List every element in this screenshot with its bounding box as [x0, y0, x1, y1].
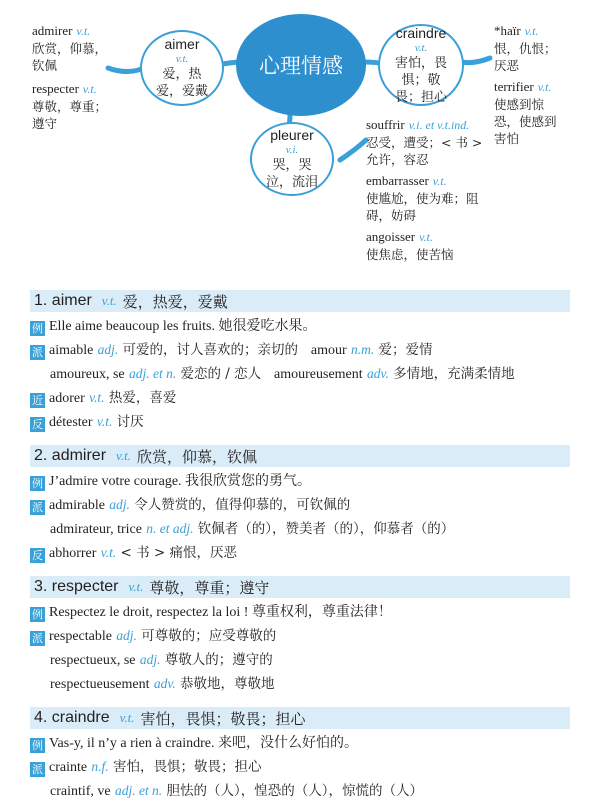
line-word: respectueusement	[50, 677, 150, 692]
leaf-word: angoisser	[366, 229, 416, 244]
entry-pos: v.t.	[101, 293, 117, 308]
derivative-line	[30, 517, 570, 541]
line-pos: v.t.	[96, 414, 113, 429]
leaf-pos: v.t.	[419, 230, 433, 244]
example-tag: 例	[32, 477, 43, 490]
line-pos: v.t.	[100, 545, 117, 560]
leaf-pos: v.t.	[537, 80, 552, 94]
line-meaning: 胆怯的（人），惶恐的（人），惊慌的（人）	[166, 783, 423, 799]
line-meaning: 害怕，畏惧；敬畏；担心	[112, 759, 262, 775]
line-word: détester	[49, 415, 93, 430]
entry-aimer	[30, 290, 570, 434]
entry-title: 3. respecter	[34, 578, 119, 595]
leaf-word: souffrir	[366, 117, 405, 132]
node-word: pleurer	[270, 127, 314, 143]
line-meaning: 恭敬地，尊敬地	[179, 676, 275, 692]
example-tag: 例	[32, 608, 43, 621]
line-pos: adj. et n.	[114, 783, 163, 798]
line-meaning: 爱；爱情	[378, 342, 433, 358]
antonym-tag: 反	[32, 418, 43, 431]
derivative-line	[30, 338, 570, 362]
line-meaning: 钦佩者（的），赞美者（的），仰慕者（的）	[197, 521, 455, 537]
derivative-line	[30, 624, 570, 648]
line-word: admirateur, trice	[50, 522, 142, 537]
line-word: craintif, ve	[50, 784, 111, 799]
leaf-angoisser	[366, 228, 481, 263]
line-pos: adj. et n.	[128, 366, 177, 381]
leaf-word: respecter	[32, 81, 79, 96]
node-word: aimer	[164, 36, 200, 52]
entry-pos: v.t.	[116, 448, 131, 463]
line-word: adorer	[49, 391, 85, 406]
leaf-admirer	[32, 22, 112, 74]
line-word: respectable	[49, 629, 112, 644]
mind-map-center	[236, 14, 366, 116]
node-pos: v.i.	[285, 144, 299, 156]
line-word: amoureux, se	[50, 367, 125, 382]
example-tag: 例	[32, 739, 43, 752]
line-pos: adj.	[97, 342, 119, 357]
leaf-pos: v.t.	[524, 24, 539, 38]
line-pos: adj.	[139, 652, 161, 667]
mind-map	[0, 0, 608, 270]
derivative-line	[30, 362, 570, 386]
synonym-line	[30, 386, 570, 410]
leaf-meaning: 尊敬，尊重；遵守	[32, 99, 108, 131]
line-meaning: 令人赞赏的，值得仰慕的，可钦佩的	[134, 497, 351, 513]
example-line	[30, 601, 570, 624]
line-meaning: 可爱的，讨人喜欢的；亲切的	[122, 342, 299, 358]
node-meaning: 哭，哭泣，流泪	[265, 158, 318, 190]
node-pos: v.t.	[175, 53, 189, 65]
line-pos: adj.	[109, 497, 130, 512]
leaf-pos: v.t.	[432, 174, 447, 188]
connector-souffrir	[340, 140, 366, 160]
leaf-word: admirer	[32, 23, 73, 38]
antonym-line	[30, 410, 570, 434]
derivative-line	[30, 755, 570, 779]
node-word: craindre	[395, 24, 447, 41]
line-word: amour	[310, 343, 347, 358]
derivative-line	[30, 648, 570, 672]
example-line	[30, 315, 570, 338]
leaf-meaning: 使尴尬，使为难；阻碍，妨碍	[366, 191, 479, 223]
entry-header	[30, 290, 570, 312]
line-meaning: < 书 > 痛恨，厌恶	[120, 545, 238, 561]
line-word: aimable	[49, 343, 94, 358]
line-meaning: 讨厌	[116, 414, 144, 430]
line-meaning: 尊敬人的；遵守的	[164, 652, 273, 668]
line-pos: adj.	[116, 628, 137, 643]
leaf-pos: v.i. et v.t.ind.	[408, 118, 470, 132]
line-word: respectueux, se	[50, 653, 136, 668]
leaf-word: *haïr	[494, 23, 521, 38]
line-pos: n.m.	[350, 342, 375, 357]
line-pos: adv.	[153, 676, 176, 691]
line-word: admirable	[49, 498, 105, 513]
entry-respecter	[30, 576, 570, 696]
leaf-meaning: 使感到惊恐，使感到害怕	[494, 97, 557, 146]
node-pos: v.t.	[414, 41, 428, 54]
derivative-line	[30, 672, 570, 696]
synonym-tag: 近	[32, 394, 43, 407]
leaf-pos: v.t.	[82, 82, 97, 96]
entry-meaning: 欣赏，仰慕，钦佩	[136, 447, 257, 466]
antonym-tag: 反	[32, 549, 43, 562]
leaf-pos: v.t.	[76, 24, 91, 38]
leaf-terrifier	[494, 78, 564, 147]
leaf-hair	[494, 22, 564, 74]
line-text: Elle aime beaucoup les fruits. 她很爱吃水果。	[49, 319, 317, 334]
entry-meaning: 尊敬，尊重；遵守	[149, 578, 270, 597]
line-meaning: 可尊敬的；应受尊敬的	[141, 628, 277, 644]
leaf-meaning: 欣赏，仰慕，钦佩	[32, 41, 108, 73]
entry-title: 4. craindre	[34, 709, 110, 726]
line-text: Respectez le droit, respectez la loi ! 尊重权利，尊重法律！	[49, 605, 392, 620]
line-meaning: 热爱，喜爱	[108, 390, 177, 406]
derivative-tag: 派	[32, 346, 43, 359]
center-label: 心理情感	[259, 54, 343, 78]
leaf-meaning: 使焦虑，使苦恼	[366, 247, 454, 262]
derivative-tag: 派	[32, 501, 43, 514]
node-meaning: 爱，热爱，爱戴	[155, 67, 208, 99]
entry-meaning: 爱，热爱，爱戴	[122, 292, 228, 311]
leaf-word: embarrasser	[366, 173, 429, 188]
derivative-line	[30, 493, 570, 517]
derivative-tag: 派	[32, 763, 43, 776]
leaf-respecter	[32, 80, 116, 132]
entry-header	[30, 576, 570, 598]
entry-pos: v.t.	[128, 579, 144, 594]
node-craindre	[378, 24, 464, 106]
line-text: Vas-y, il n’y a rien à craindre. 来吧，没什么好怕的。	[49, 736, 358, 751]
entry-admirer	[30, 445, 570, 565]
node-pleurer	[250, 122, 334, 196]
line-pos: adv.	[366, 366, 389, 381]
leaf-souffrir	[366, 116, 491, 168]
entry-craindre	[30, 707, 570, 803]
antonym-line	[30, 541, 570, 565]
line-meaning: 爱恋的 / 恋人	[180, 366, 262, 382]
example-line	[30, 470, 570, 493]
leaf-embarrasser	[366, 172, 481, 224]
entry-header	[30, 445, 570, 467]
leaf-meaning: 忍受，遭受；< 书 > 允许，容忍	[366, 135, 483, 167]
node-aimer	[140, 30, 224, 106]
example-line	[30, 732, 570, 755]
line-word: amoureusement	[274, 367, 363, 382]
entry-meaning: 害怕，畏惧；敬畏；担心	[140, 709, 306, 728]
node-meaning: 害怕，畏惧；敬畏；担心	[394, 55, 447, 105]
line-word: crainte	[49, 760, 88, 775]
line-text: J’admire votre courage. 我很欣赏您的勇气。	[49, 474, 312, 489]
line-word: abhorrer	[49, 546, 97, 561]
line-pos: v.t.	[89, 390, 105, 405]
derivative-line	[30, 779, 570, 803]
entry-title: 2. admirer	[34, 447, 107, 464]
derivative-tag: 派	[32, 632, 43, 645]
example-tag: 例	[32, 322, 43, 335]
line-pos: n.f.	[91, 759, 109, 774]
leaf-meaning: 恨，仇恨；厌恶	[494, 41, 557, 73]
leaf-word: terrifier	[494, 79, 534, 94]
entry-title: 1. aimer	[34, 292, 92, 309]
line-pos: n. et adj.	[146, 521, 194, 536]
entry-header	[30, 707, 570, 729]
entry-pos: v.t.	[119, 710, 135, 725]
line-meaning: 多情地，充满柔情地	[393, 366, 515, 382]
